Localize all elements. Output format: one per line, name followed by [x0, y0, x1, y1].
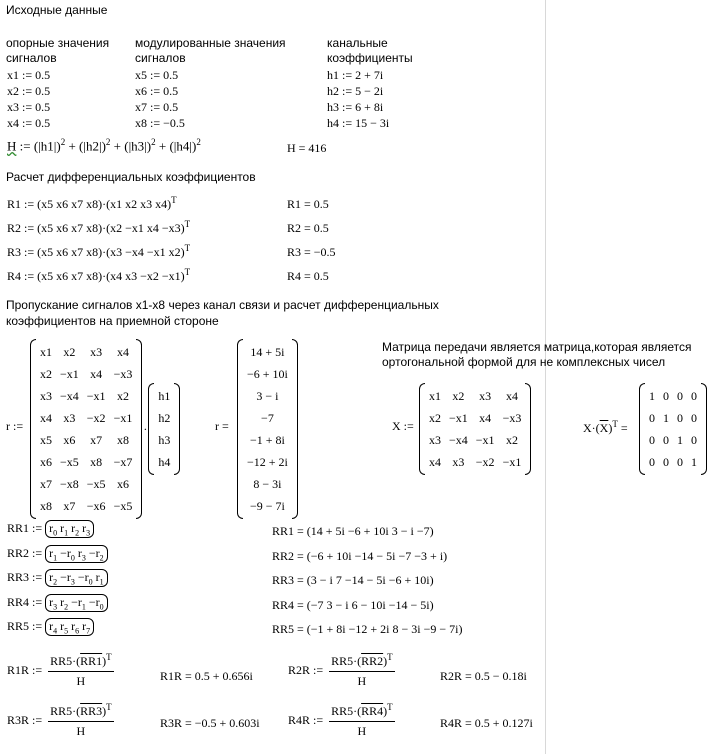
identity-matrix-cell: 0 — [663, 454, 669, 469]
r-result-vector-cell: −7 — [261, 410, 274, 425]
r-def-matrix-cell: −x5 — [60, 454, 79, 469]
h-vector-cell: h1 — [158, 388, 171, 403]
r-def-matrix-cell: x7 — [63, 498, 76, 513]
x-def-matrix-cell: −x3 — [502, 410, 522, 425]
r4r-definition[interactable]: R4R := $\frac{RR5\cdot(RR4)^T}{H}$ — [288, 702, 393, 738]
mod-value-x6[interactable]: x6 := 0.5 — [135, 84, 179, 98]
ref-value-x3[interactable]: x3 := 0.5 — [7, 100, 51, 114]
ref-header-line2: сигналов — [6, 51, 57, 65]
r-def-matrix-cell: −x1 — [86, 388, 106, 403]
x-def-matrix-cell: −x1 — [502, 454, 522, 469]
r-def-matrix-cell: −x7 — [113, 454, 133, 469]
x-def-matrix-cell: x2 — [505, 432, 518, 447]
r-def-matrix-cell: x6 — [40, 454, 52, 469]
h-vector-cell: h2 — [158, 410, 171, 425]
rr1-definition[interactable]: RR1 := $r_0$ $r_1$ $r_2$ $r_3$ — [7, 520, 94, 538]
r1r-result: R1R = 0.5 + 0.656i — [160, 669, 253, 683]
r-def-matrix-cell: x6 — [63, 432, 76, 447]
r-def-matrix-cell: −x1 — [113, 410, 133, 425]
h-result: H = 416 — [287, 141, 327, 155]
r2r-definition[interactable]: R2R := $\frac{RR5\cdot(RR2)^T}{H}$ — [288, 652, 393, 688]
chan-value-h3[interactable]: h3 := 6 + 8i — [327, 100, 384, 114]
x-def-matrix-cell: −x1 — [449, 410, 468, 425]
x-def-matrix-cell: −x1 — [475, 432, 495, 447]
r-def-matrix-cell: x2 — [63, 344, 76, 359]
rr3-result: RR3 = (3 − i 7 −14 − 5i −6 + 10i) — [272, 573, 434, 587]
r-def-matrix-cell: x4 — [40, 410, 52, 425]
chan-header-line2: коэффициенты — [327, 51, 413, 65]
rr2-result: RR2 = (−6 + 10i −14 − 5i −7 −3 + i) — [272, 549, 448, 563]
r-result-vector-cell: −1 + 8i — [250, 432, 285, 447]
mod-value-x5[interactable]: x5 := 0.5 — [135, 68, 179, 82]
r1-definition[interactable]: R1 := (x5 x6 x7 x8)·(x1 x2 x3 x4)$^T$ — [7, 195, 177, 211]
r3r-result: R3R = −0.5 + 0.603i — [160, 716, 260, 730]
r-def-matrix-cell: −x2 — [86, 410, 106, 425]
r-def-expression[interactable]: x1 x2 x3 x4 x2 −x1 x4 −x3 x3 −x4 −x1 x2 x4 x3 −x2 −x1 x5 x6 x7 x8 x6 −x5 x8 −x7 x7 −x8 −x5 x6 x8 x7 −x6 −x5 · h1 h2 h3 h4 — [30, 339, 180, 519]
mod-header-line1: модулированные значения — [135, 36, 286, 50]
rr2-definition[interactable]: RR2 := $r_1 -r_0$ $r_3 -r_2$ — [7, 545, 108, 563]
r4r-result: R4R = 0.5 + 0.127i — [440, 716, 533, 730]
note-line1: Матрица передачи является матрица,которая является — [382, 340, 692, 354]
x-def-matrix-cell: x2 — [429, 410, 441, 425]
chan-header-line1: канальные — [327, 36, 388, 50]
h-vector-cell: h4 — [158, 454, 171, 469]
r-def-matrix-cell: −x5 — [86, 476, 106, 491]
identity-matrix-cell: 0 — [691, 432, 697, 447]
r-def-matrix-cell: x5 — [40, 432, 52, 447]
r-def-matrix-cell: −x3 — [113, 366, 133, 381]
x-def-matrix[interactable] — [419, 383, 531, 475]
r1-result: R1 = 0.5 — [287, 197, 329, 211]
r-def-matrix-cell: −x8 — [60, 476, 79, 491]
x-def-matrix-cell: −x2 — [475, 454, 495, 469]
ref-value-x4[interactable]: x4 := 0.5 — [7, 116, 51, 130]
identity-matrix-cell: 0 — [663, 388, 669, 403]
x-def-matrix-cell: x3 — [452, 454, 465, 469]
identity-matrix-cell: 0 — [677, 410, 683, 425]
r-result-vector-cell: 3 − i — [256, 388, 279, 403]
transmit-title-line1: Пропускание сигналов x1-x8 через канал связи и расчет дифференциальных — [6, 298, 439, 312]
r-def-label[interactable]: r := — [6, 419, 24, 433]
r-result-label: r = — [215, 419, 229, 433]
ref-value-x1[interactable]: x1 := 0.5 — [7, 68, 51, 82]
r-def-matrix-cell: x2 — [40, 366, 52, 381]
r-result-vector-cell: 8 − 3i — [253, 476, 282, 491]
r3-result: R3 = −0.5 — [287, 245, 336, 259]
x-def-matrix-cell: −x4 — [449, 432, 468, 447]
rr3-definition[interactable]: RR3 := $r_2 -r_3 -r_0$ $r_1$ — [7, 569, 108, 587]
mod-value-x8[interactable]: x8 := −0.5 — [135, 116, 185, 130]
note-line2: ортогональной формой для не комплексных чисел — [382, 355, 666, 369]
r-def-matrix-cell: x4 — [116, 344, 129, 359]
page-boundary-line — [545, 0, 546, 754]
h-vector-cell: h3 — [158, 432, 171, 447]
identity-matrix-cell: 0 — [663, 432, 669, 447]
r-def-matrix-cell: −x4 — [60, 388, 79, 403]
ref-header-line1: опорные значения — [6, 36, 110, 50]
r-def-matrix-cell: x8 — [116, 432, 129, 447]
r-def-matrix-cell: x7 — [90, 432, 103, 447]
r3-definition[interactable]: R3 := (x5 x6 x7 x8)·(x3 −x4 −x1 x2)$^T$ — [7, 243, 191, 259]
r-def-matrix-cell: x4 — [90, 366, 103, 381]
r-def-matrix-cell: x6 — [116, 476, 129, 491]
r4-result: R4 = 0.5 — [287, 269, 329, 283]
identity-matrix-cell: 1 — [677, 432, 683, 447]
input-data-title: Исходные данные — [6, 3, 108, 17]
r-result-vector-cell: 14 + 5i — [250, 344, 285, 359]
r-def-matrix-cell: −x5 — [113, 498, 133, 513]
x-def-matrix-cell: x3 — [479, 388, 492, 403]
x-def-matrix-cell: x4 — [479, 410, 492, 425]
diff-title: Расчет дифференциальных коэффициентов — [6, 170, 256, 184]
h-vector — [148, 383, 180, 475]
h-name: H — [7, 138, 17, 154]
r-def-matrix-cell: −x1 — [60, 366, 79, 381]
r2-definition[interactable]: R2 := (x5 x6 x7 x8)·(x2 −x1 x4 −x3)$^T$ — [7, 219, 191, 235]
identity-matrix-cell: 1 — [649, 388, 655, 403]
r-def-matrix-cell: x8 — [40, 498, 52, 513]
r-def-matrix-cell: x3 — [40, 388, 52, 403]
r-def-matrix-cell: x2 — [116, 388, 129, 403]
chan-value-h4[interactable]: h4 := 15 − 3i — [327, 116, 390, 130]
identity-matrix — [639, 383, 707, 475]
mod-header-line2: сигналов — [135, 51, 186, 65]
xxt-label[interactable]: $X\cdot(\overline{X})^T$ = — [583, 419, 628, 435]
r-result-vector-cell: −6 + 10i — [247, 366, 288, 381]
rr4-definition[interactable]: RR4 := $r_3$ $r_2 -r_1 -r_0$ — [7, 594, 108, 612]
mod-value-x7[interactable]: x7 := 0.5 — [135, 100, 179, 114]
identity-matrix-cell: 0 — [649, 432, 655, 447]
h-definition[interactable]: H := $(|h1|)^2 + (|h2|)^2 + (|h3|)^2 + (|h4|)^2$ — [7, 137, 201, 154]
identity-matrix-cell: 0 — [691, 388, 697, 403]
rr4-result: RR4 = (−7 3 − i 6 − 10i −14 − 5i) — [272, 598, 434, 612]
x-def-matrix-cell: x4 — [429, 454, 441, 469]
r-def-matrix-cell: x8 — [90, 454, 103, 469]
r3r-definition[interactable]: R3R := $\frac{RR5\cdot(RR3)^T}{H}$ — [7, 702, 112, 738]
r-def-matrix-cell: x3 — [90, 344, 103, 359]
r-def-matrix — [30, 339, 142, 519]
r-def-matrix-cell: −x6 — [86, 498, 106, 513]
rr5-definition[interactable]: RR5 := $r_4$ $r_5$ $r_6$ $r_7$ — [7, 618, 94, 636]
r-def-matrix-cell: x3 — [63, 410, 76, 425]
r4-definition[interactable]: R4 := (x5 x6 x7 x8)·(x4 x3 −x2 −x1)$^T$ — [7, 267, 191, 283]
r-result-vector-cell: −12 + 2i — [247, 454, 288, 469]
r-def-matrix-cell: x7 — [40, 476, 52, 491]
identity-matrix-cell: 0 — [691, 410, 697, 425]
x-def-label[interactable]: X := — [392, 419, 414, 433]
x-def-matrix-cell: x2 — [452, 388, 465, 403]
identity-matrix-cell: 1 — [663, 410, 669, 425]
rr1-result: RR1 = (14 + 5i −6 + 10i 3 − i −7) — [272, 524, 434, 538]
chan-value-h1[interactable]: h1 := 2 + 7i — [327, 68, 384, 82]
rr5-result: RR5 = (−1 + 8i −12 + 2i 8 − 3i −9 − 7i) — [272, 622, 463, 636]
identity-matrix-cell: 1 — [691, 454, 697, 469]
chan-value-h2[interactable]: h2 := 5 − 2i — [327, 84, 384, 98]
r2r-result: R2R = 0.5 − 0.18i — [440, 669, 527, 683]
r-def-matrix-cell: x1 — [40, 344, 52, 359]
r2-result: R2 = 0.5 — [287, 221, 329, 235]
x-def-matrix-cell: x3 — [429, 432, 441, 447]
identity-matrix-cell: 0 — [677, 388, 683, 403]
x-def-matrix-cell: x4 — [505, 388, 518, 403]
identity-matrix-cell: 0 — [649, 410, 655, 425]
r-result-vector — [237, 339, 298, 519]
identity-matrix-cell: 0 — [649, 454, 655, 469]
r1r-definition[interactable]: R1R := $\frac{RR5\cdot(RR1)^T}{H}$ — [7, 652, 112, 688]
x-def-matrix-cell: x1 — [429, 388, 441, 403]
r-result-vector-cell: −9 − 7i — [250, 498, 285, 513]
transmit-title-line2: коэффициентов на приемной стороне — [6, 314, 219, 328]
identity-matrix-cell: 0 — [677, 454, 683, 469]
ref-value-x2[interactable]: x2 := 0.5 — [7, 84, 51, 98]
